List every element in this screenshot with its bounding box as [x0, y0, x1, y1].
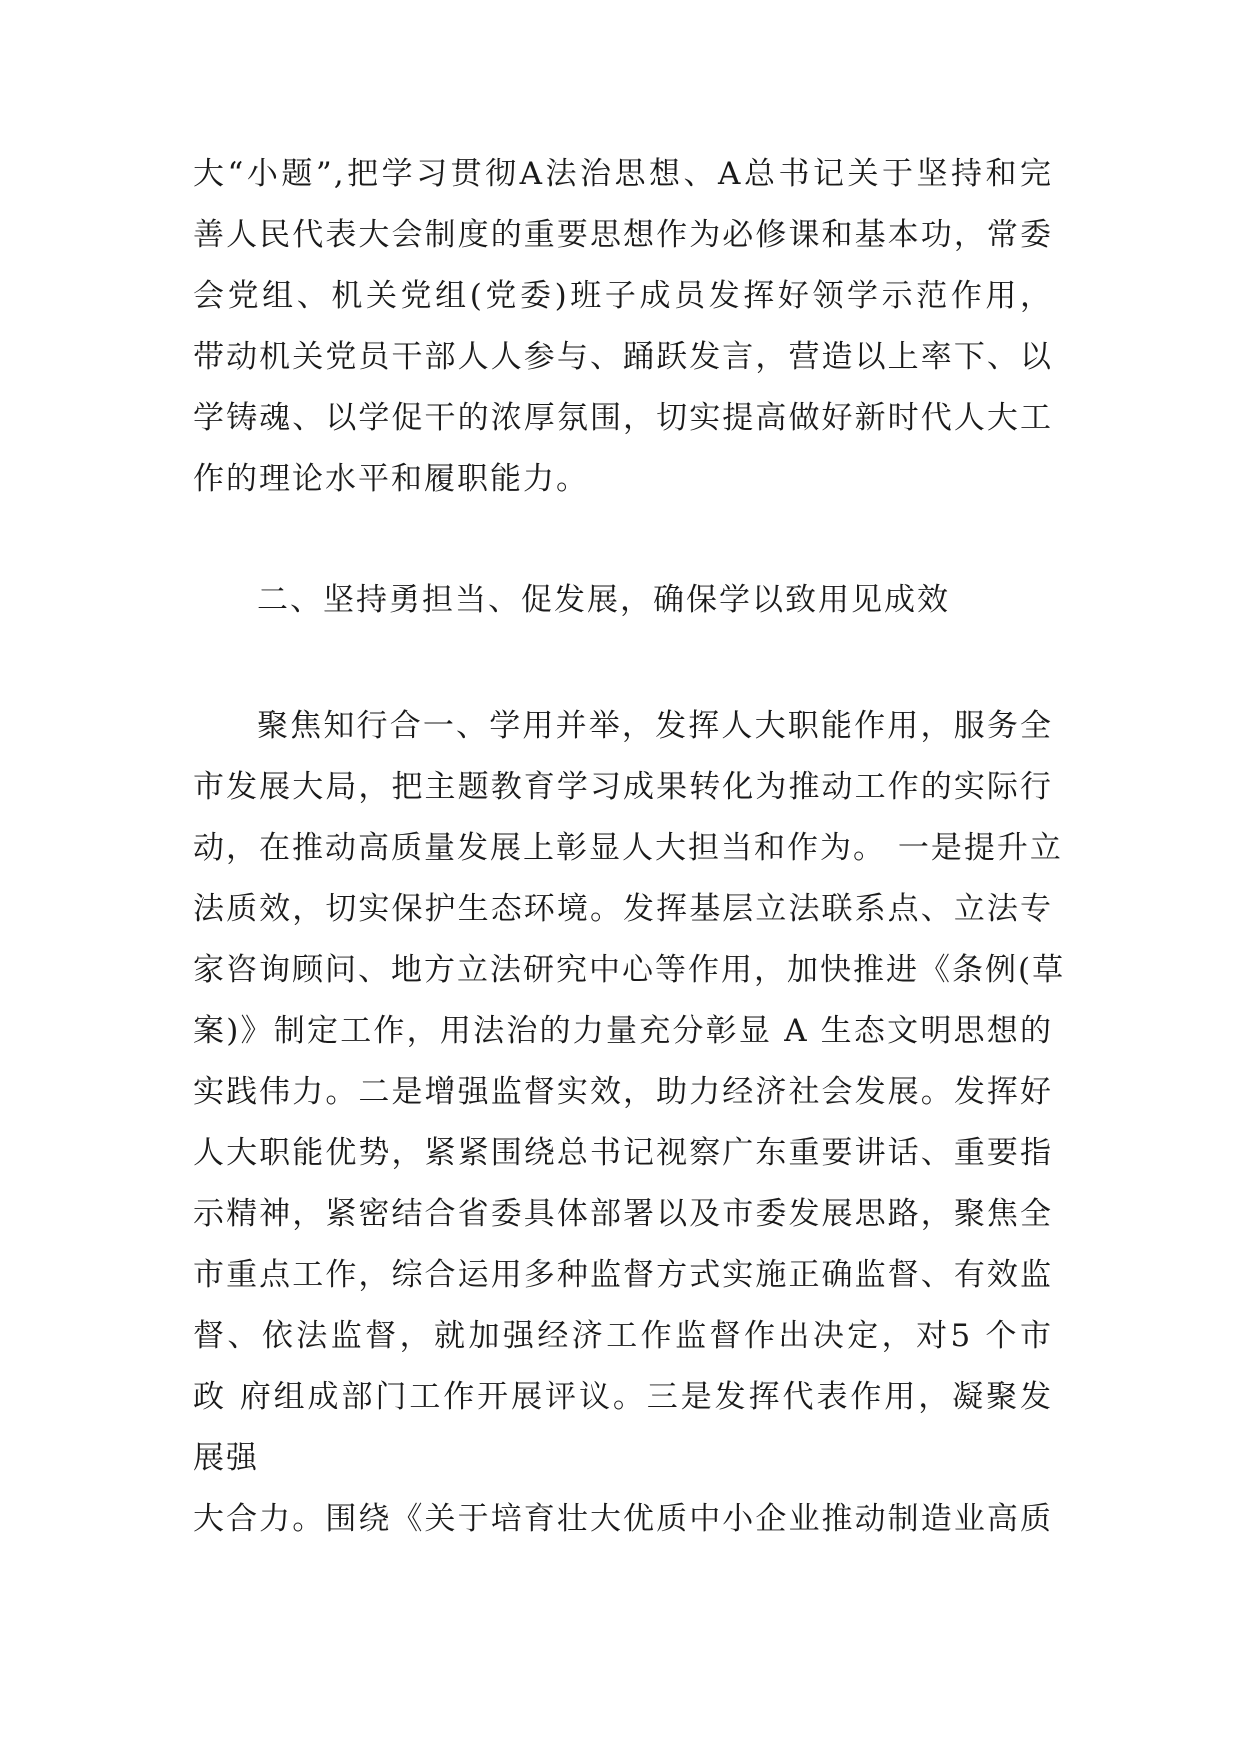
paragraph-2-line-14: 大合力。围绕《关于培育壮大优质中小企业推动制造业高质 [193, 1501, 1053, 1537]
paragraph-2-line-11: 督、依法监督，就加强经济工作监督作出决定，对5 个市 [193, 1318, 1053, 1354]
paragraph-2-line-12: 政 府组成部门工作开展评议。三是发挥代表作用，凝聚发 [193, 1379, 1053, 1415]
paragraph-1-line-3: 会党组、机关党组(党委)班子成员发挥好领学示范作用， [193, 278, 1053, 314]
paragraph-2-line-13: 展强 [193, 1440, 259, 1476]
paragraph-2-line-4: 法质效，切实保护生态环境。发挥基层立法联系点、立法专 [193, 891, 1053, 927]
paragraph-2-line-5: 家咨询顾问、地方立法研究中心等作用，加快推进《条例(草 [193, 952, 1066, 988]
paragraph-2-line-2: 市发展大局，把主题教育学习成果转化为推动工作的实际行 [193, 769, 1053, 805]
paragraph-2-line-1: 聚焦知行合一、学用并举，发挥人大职能作用，服务全 [257, 708, 1053, 744]
paragraph-1-line-4: 带动机关党员干部人人参与、踊跃发言，营造以上率下、以 [193, 339, 1053, 375]
paragraph-2-line-7: 实践伟力。二是增强监督实效，助力经济社会发展。发挥好 [193, 1074, 1053, 1110]
paragraph-1-line-2: 善人民代表大会制度的重要思想作为必修课和基本功，常委 [193, 217, 1053, 253]
paragraph-1-line-1: 大“小题”,把学习贯彻A法治思想、A总书记关于坚持和完 [193, 156, 1053, 192]
paragraph-2-line-8: 人大职能优势，紧紧围绕总书记视察广东重要讲话、重要指 [193, 1135, 1053, 1171]
paragraph-1-line-6: 作的理论水平和履职能力。 [193, 461, 589, 497]
paragraph-2-line-6: 案)》制定工作，用法治的力量充分彰显 A 生态文明思想的 [193, 1013, 1053, 1049]
paragraph-2-line-10: 市重点工作，综合运用多种监督方式实施正确监督、有效监 [193, 1257, 1053, 1293]
paragraph-2-line-3: 动，在推动高质量发展上彰显人大担当和作为。 一是提升立 [193, 830, 1063, 866]
paragraph-2-line-9: 示精神，紧密结合省委具体部署以及市委发展思路，聚焦全 [193, 1196, 1053, 1232]
paragraph-1-line-5: 学铸魂、以学促干的浓厚氛围，切实提高做好新时代人大工 [193, 400, 1053, 436]
section-heading: 二、坚持勇担当、促发展，确保学以致用见成效 [257, 582, 950, 618]
